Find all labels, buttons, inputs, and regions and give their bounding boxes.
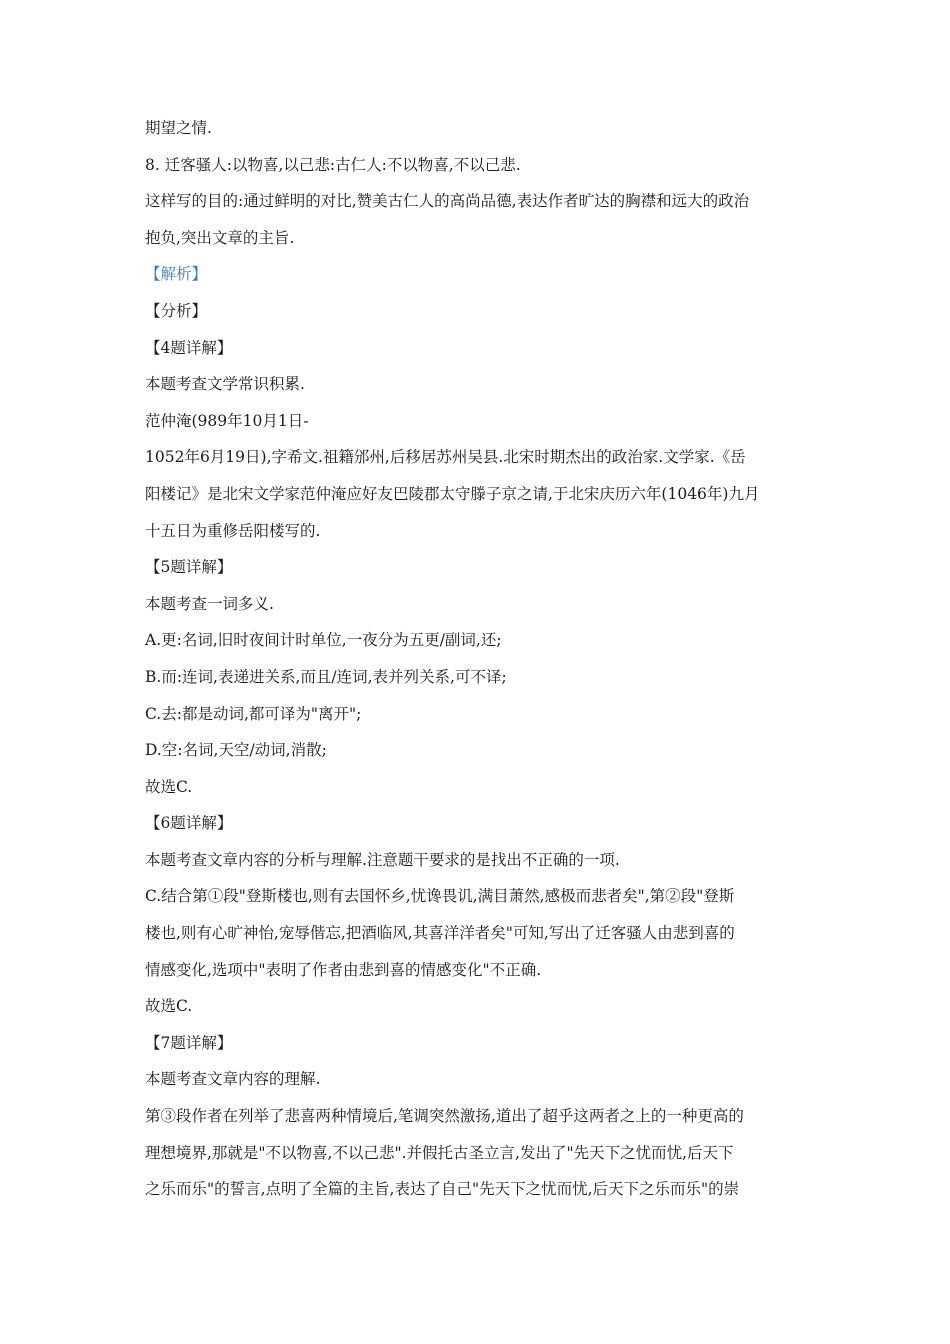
text-line: 期望之情.: [145, 119, 212, 137]
text-line: 故选C.: [145, 997, 193, 1016]
text-line: 第③段作者在列举了悲喜两种情境后,笔调突然激扬,道出了超乎这两者之上的一种更高的: [145, 1107, 744, 1126]
section-heading: 【分析】: [145, 301, 208, 320]
analysis-heading: 【解析】: [145, 265, 208, 284]
text-line: 阳楼记》是北宋文学家范仲淹应好友巴陵郡太守滕子京之请,于北宋庆历六年(1046年)九月: [145, 484, 760, 503]
text-line: D.空:名词,天空/动词,消散;: [145, 741, 327, 760]
text-line: 十五日为重修岳阳楼写的.: [145, 521, 321, 540]
text-line: 本题考查文学常识积累.: [145, 375, 305, 394]
text-line: C.去:都是动词,都可译为"离开";: [145, 704, 362, 723]
text-line: 之乐而乐"的誓言,点明了全篇的主旨,表达了自己"先天下之忧而忧,后天下之乐而乐"的崇: [145, 1180, 740, 1199]
text-line: 本题考查文章内容的理解.: [145, 1070, 321, 1089]
section-heading: 【5题详解】: [145, 558, 233, 577]
text-line: 1052年6月19日),字希文.祖籍邠州,后移居苏州吴县.北宋时期杰出的政治家.文学家.《岳: [145, 448, 746, 467]
section-heading: 【7题详解】: [145, 1033, 233, 1052]
text-line: 8. 迁客骚人:以物喜,以己悲:古仁人:不以物喜,不以己悲.: [145, 155, 521, 174]
text-line: A.更:名词,旧时夜间计时单位,一夜分为五更/副词,还;: [145, 631, 502, 650]
text-line: 故选C.: [145, 777, 193, 796]
text-line: 抱负,突出文章的主旨.: [145, 228, 295, 247]
text-line: 本题考查文章内容的分析与理解.注意题干要求的是找出不正确的一项.: [145, 850, 620, 869]
text-line: C.结合第①段"登斯楼也,则有去国怀乡,忧谗畏讥,满目萧然,感极而悲者矣",第②段"登斯: [145, 887, 735, 906]
section-heading: 【6题详解】: [145, 814, 233, 833]
text-line: 情感变化,选项中"表明了作者由悲到喜的情感变化"不正确.: [145, 960, 542, 979]
text-line: 这样写的目的:通过鲜明的对比,赞美古仁人的高尚品德,表达作者旷达的胸襟和远大的政治: [145, 192, 750, 211]
text-line: 楼也,则有心旷神怡,宠辱偕忘,把酒临风,其喜洋洋者矣"可知,写出了迁客骚人由悲到喜的: [145, 924, 735, 943]
text-line: 理想境界,那就是"不以物喜,不以己悲".并假托古圣立言,发出了"先天下之忧而忧,后天下: [145, 1143, 734, 1162]
text-line: 范仲淹(989年10月1日-: [145, 411, 309, 430]
section-heading: 【4题详解】: [145, 338, 233, 357]
text-line: 本题考查一词多义.: [145, 594, 274, 613]
text-line: B.而:连词,表递进关系,而且/连词,表并列关系,可不译;: [145, 667, 507, 686]
